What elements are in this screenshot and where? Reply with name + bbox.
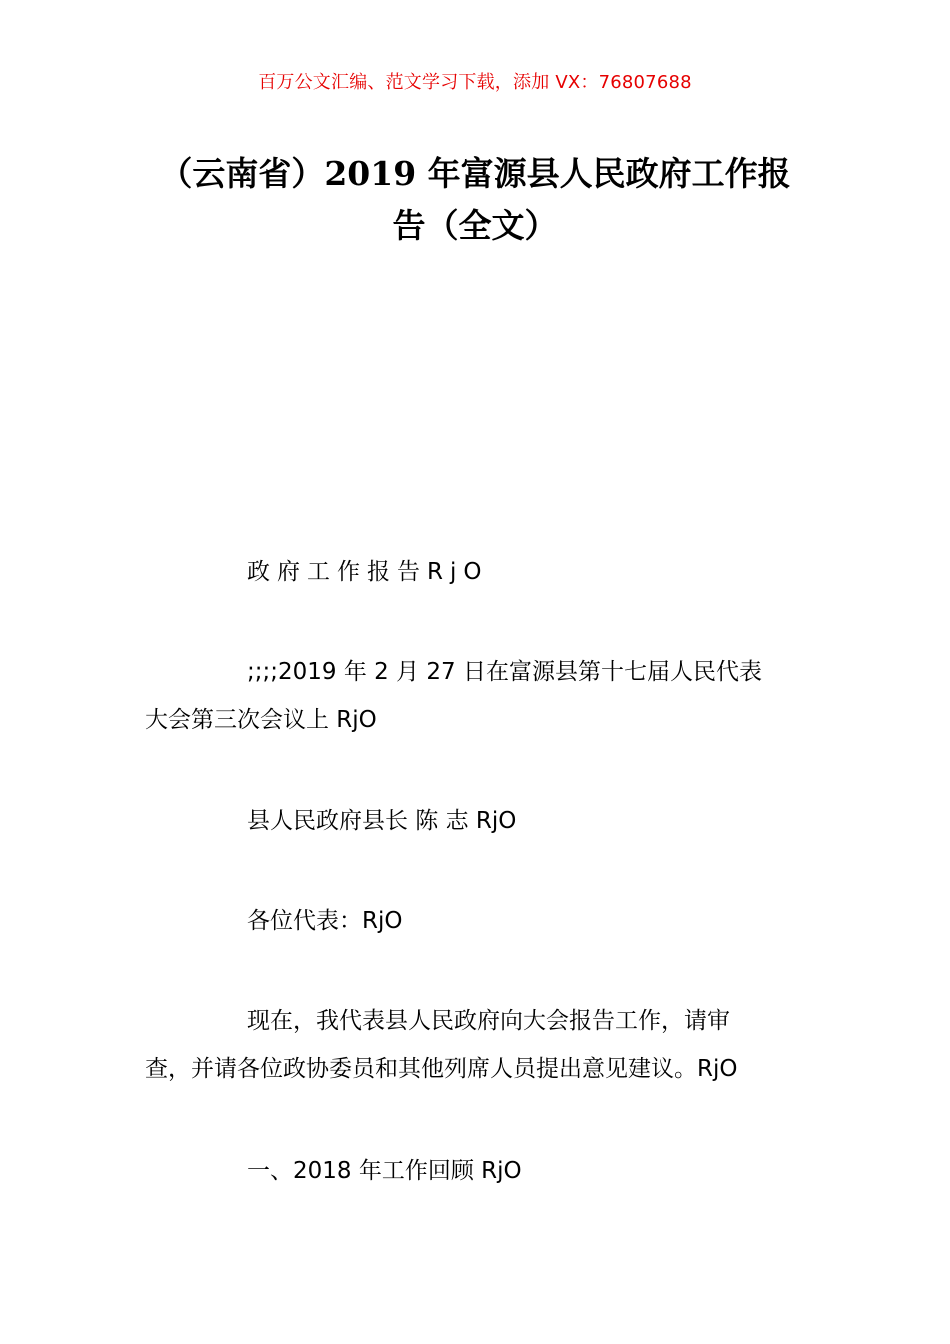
document-title	[140, 148, 810, 252]
header-watermark-note: 百万公文汇编、范文学习下载，添加 VX：76807688	[258, 72, 692, 93]
opening-line-2: 查，并请各位政协委员和其他列席人员提出意见建议。RjO	[145, 1056, 738, 1082]
meeting-info-line-1: ;;;;2019 年 2 月 27 日在富源县第十七届人民代表	[247, 659, 762, 685]
section-heading-review: 一、2018 年工作回顾 RjO	[247, 1158, 522, 1184]
meeting-info-line-2: 大会第三次会议上 RjO	[145, 707, 377, 733]
title-line-1: （云南省）2019 年富源县人民政府工作报	[159, 154, 791, 193]
title-line-2: 告（全文）	[392, 206, 558, 245]
speaker-line: 县人民政府县长 陈 志 RjO	[247, 808, 517, 834]
paragraph-meeting-info	[145, 648, 810, 744]
salutation: 各位代表：RjO	[247, 908, 403, 934]
opening-line-1: 现在，我代表县人民政府向大会报告工作，请审	[247, 1008, 730, 1034]
paragraph-opening	[145, 997, 810, 1093]
section-heading-report: 政府工作报告RjO	[247, 559, 489, 585]
